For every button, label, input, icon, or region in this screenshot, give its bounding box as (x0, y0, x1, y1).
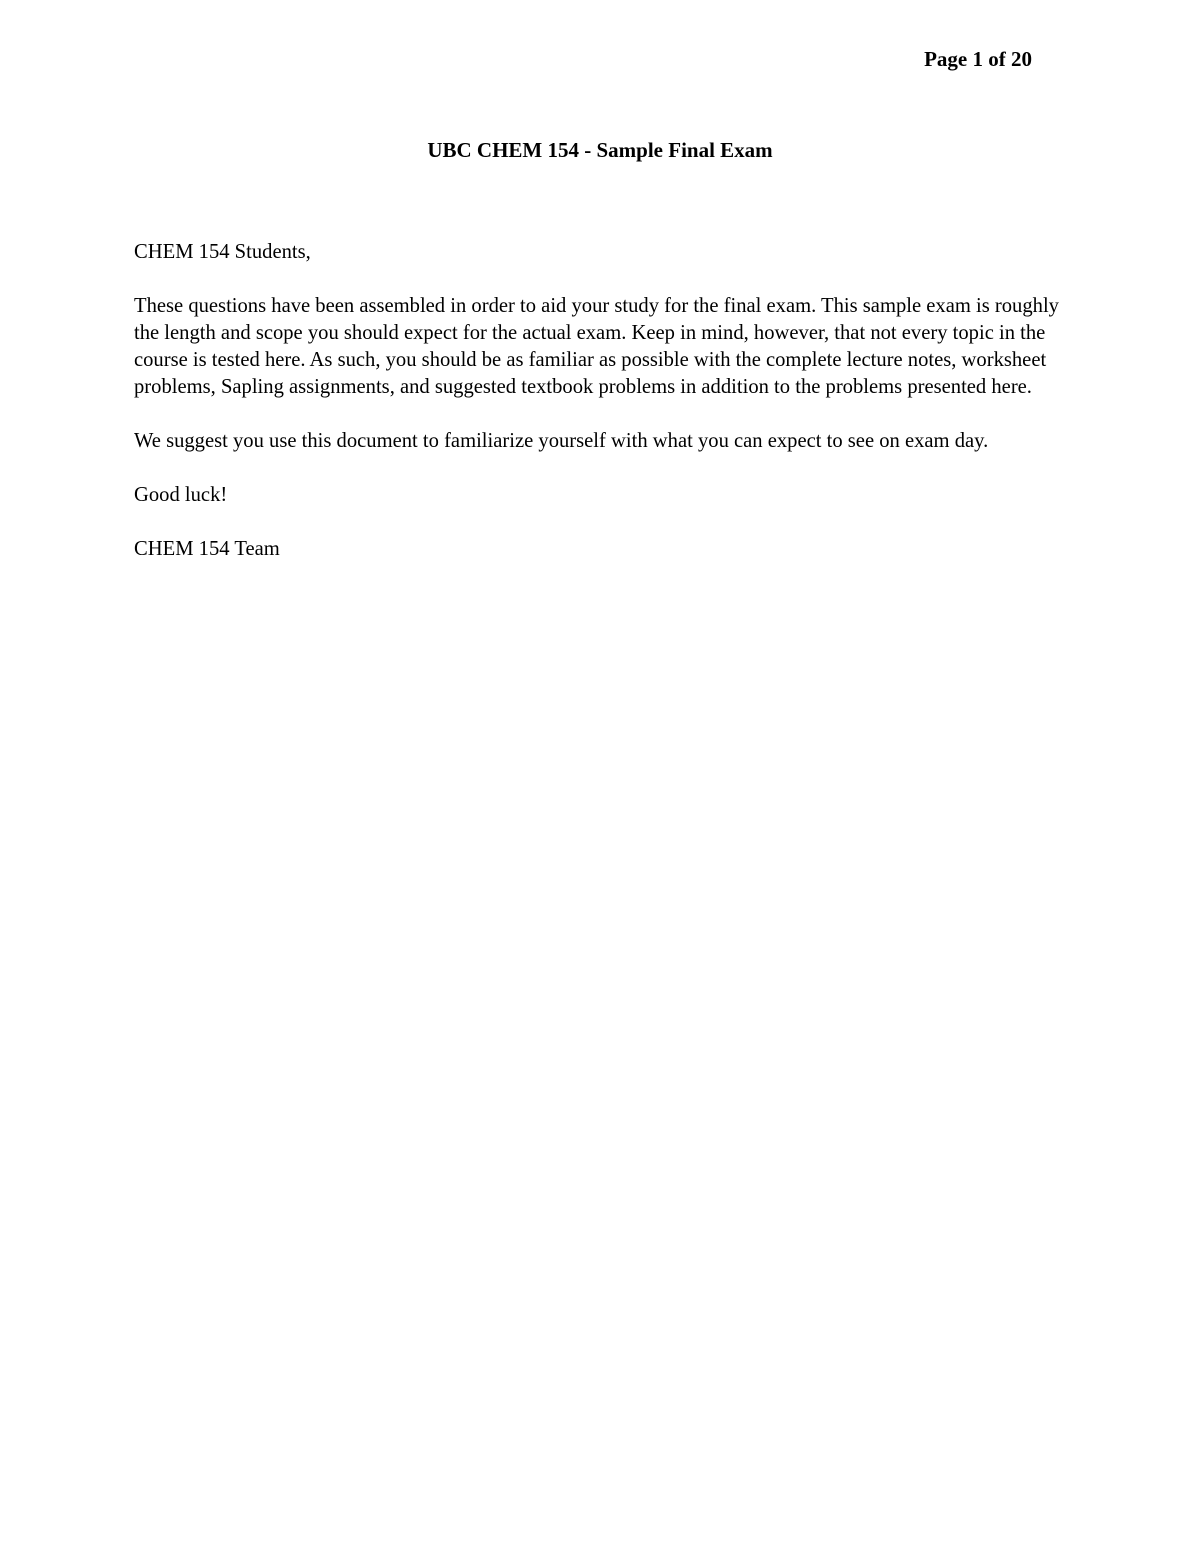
paragraph-good-luck: Good luck! (134, 484, 228, 506)
letter-body (134, 239, 1074, 590)
paragraph-intro: These questions have been assembled in order to aid your study for the final exam. This sample exam is roughly the length and scope you should expect for the actual exam. Keep in mind, however, that not every topic in the course is tested here. As such, you should be as familiar as possible with the complete lecture notes, worksheet problems, Sapling assignments, and suggested textbook problems in addition to the problems presented here. (134, 295, 1059, 398)
salutation: CHEM 154 Students, (134, 241, 311, 263)
paragraph-suggestion: We suggest you use this document to familiarize yourself with what you can expect to see on exam day. (134, 430, 989, 452)
document-title: UBC CHEM 154 - Sample Final Exam (427, 138, 773, 162)
page-number: Page 1 of 20 (924, 47, 1032, 71)
signature: CHEM 154 Team (134, 538, 280, 560)
